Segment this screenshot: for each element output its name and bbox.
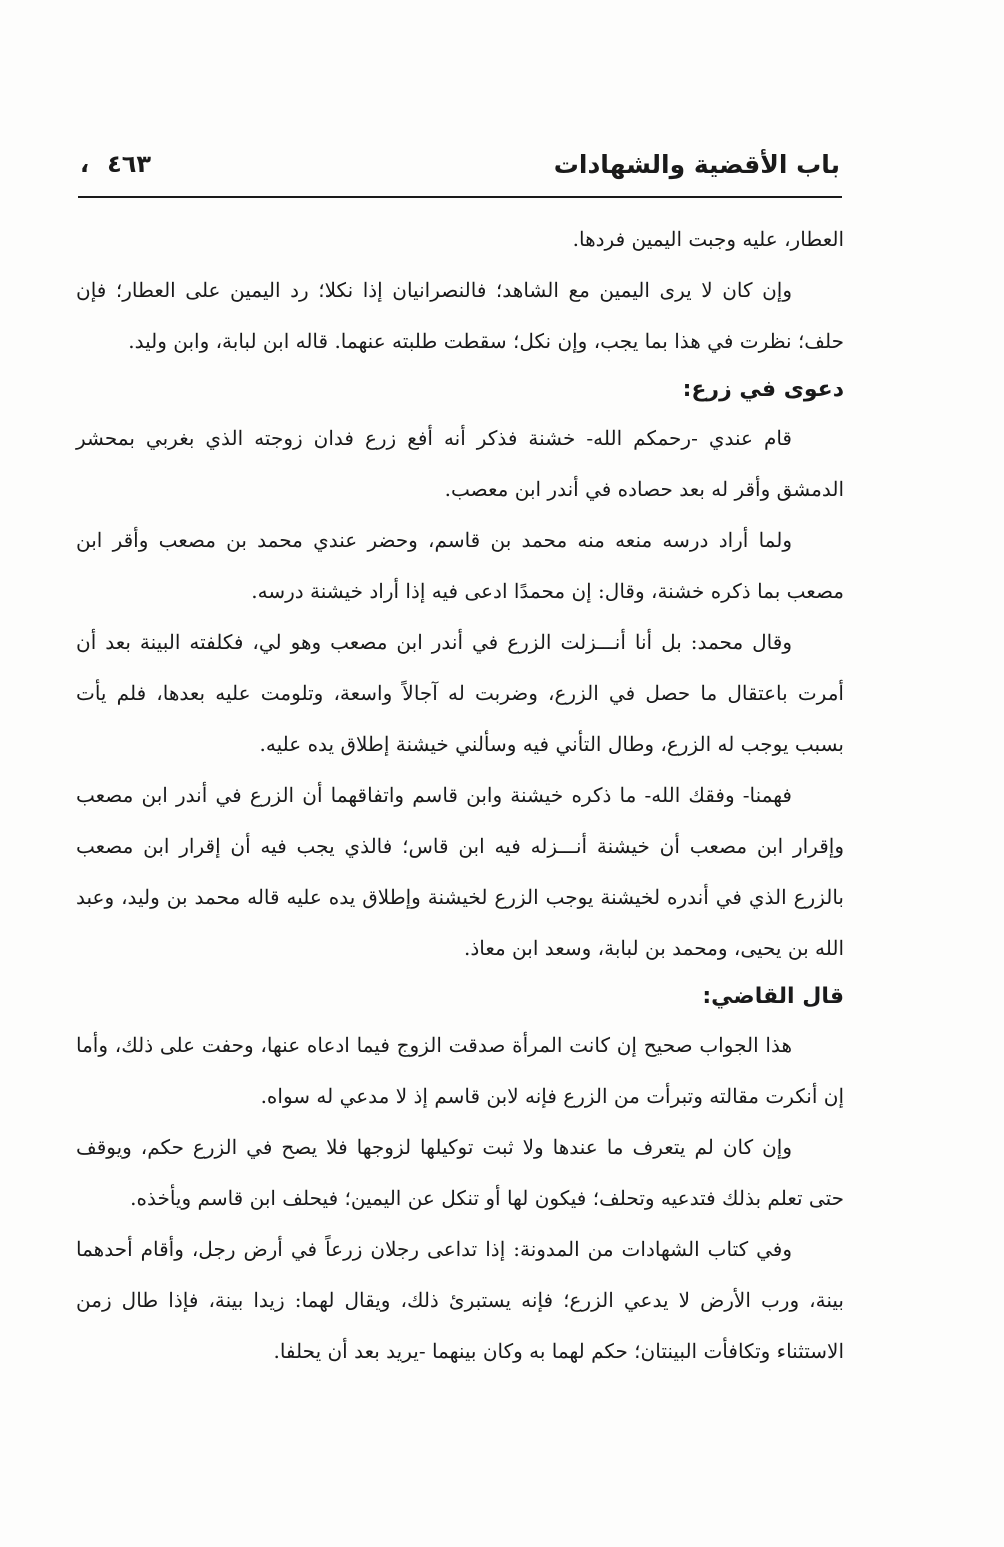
paragraph: وفي كتاب الشهادات من المدونة: إذا تداعى رجلان زرعاً في أرض رجل، وأقام أحدهما بينة، ورب الأرض لا يدعي الزرع؛ فإنه يستبرئ ذلك، ويقال لهما: زيدا بينة، فإذا طال زمن الاستثناء وتكافأت البينتان؛ حكم لهما به وكان بينهما -يريد بعد أن يحلفا. bbox=[76, 1237, 844, 1363]
section-title: باب الأقضية والشهادات bbox=[553, 150, 840, 179]
section-heading: قال القاضي: bbox=[702, 984, 844, 1009]
paragraph: ولما أراد درسه منعه منه محمد بن قاسم، وحضر عندي محمد بن مصعب وأقر ابن مصعب بما ذكره خشنة، وقال: إن محمدًا ادعى فيه إذا أراد خيشنة درسه. bbox=[76, 528, 844, 603]
paragraph: وإن كان لم يتعرف ما عندها ولا ثبت توكيلها لزوجها فلا يصح في الزرع حكم، ويوقف حتى تعلم بذلك فتدعيه وتحلف؛ فيكون لها أو تنكل عن اليمين؛ فيحلف ابن قاسم ويأخذه. bbox=[76, 1135, 844, 1210]
paragraph: وقال محمد: بل أنا أنـــزلت الزرع في أندر ابن مصعب وهو لي، فكلفته البينة بعد أن أمرت باعتقال ما حصل في الزرع، وضربت له آجالاً واسعة، وتلومت عليه بعدها، فلم يأت بسبب يوجب له الزرع، وطال التأني فيه وسألني خيشنة إطلاق يده عليه. bbox=[76, 630, 844, 756]
running-header bbox=[80, 150, 840, 190]
section-heading: دعوى في زرع: bbox=[682, 377, 844, 402]
page-number: ٤٦٣ bbox=[107, 150, 152, 178]
paragraph: وإن كان لا يرى اليمين مع الشاهد؛ فالنصرانيان إذا نكلا؛ رد اليمين على العطار؛ فإن حلف؛ نظرت في هذا بما يجب، وإن نكل؛ سقطت طلبته عنهما. قاله ابن لبابة، وابن وليد. bbox=[76, 278, 844, 353]
paragraph: فهمنا- وفقك الله- ما ذكره خيشنة وابن قاسم واتفاقهما أن الزرع في أندر ابن مصعب وإقرار ابن مصعب أن خيشنة أنـــزله فيه ابن قاس؛ فالذي يجب فيه أن إقرار ابن مصعب بالزرع الذي في أندره لخيشنة يوجب الزرع لخيشنة وإطلاق يده عليه قاله محمد بن وليد، وعبد الله بن يحيى، ومحمد بن لبابة، وسعد ابن معاذ. bbox=[76, 783, 844, 960]
paragraph: قام عندي -رحمكم الله- خشنة فذكر أنه أفع زرع فدان زوجته الذي بغربي بمحشر الدمشق وأقر له بعد حصاده في أندر ابن معصب. bbox=[76, 426, 844, 501]
page-number-block bbox=[80, 150, 151, 178]
header-rule bbox=[78, 196, 842, 198]
paragraph: العطار، عليه وجبت اليمين فردها. bbox=[572, 227, 844, 251]
page-body bbox=[76, 214, 844, 1377]
paragraph: هذا الجواب صحيح إن كانت المرأة صدقت الزوج فيما ادعاه عنها، وحفت على ذلك، وأما إن أنكرت مقالته وتبرأت من الزرع فإنه لابن قاسم إذ لا مدعي له سواه. bbox=[76, 1033, 844, 1108]
header-mark: ، bbox=[80, 150, 90, 178]
